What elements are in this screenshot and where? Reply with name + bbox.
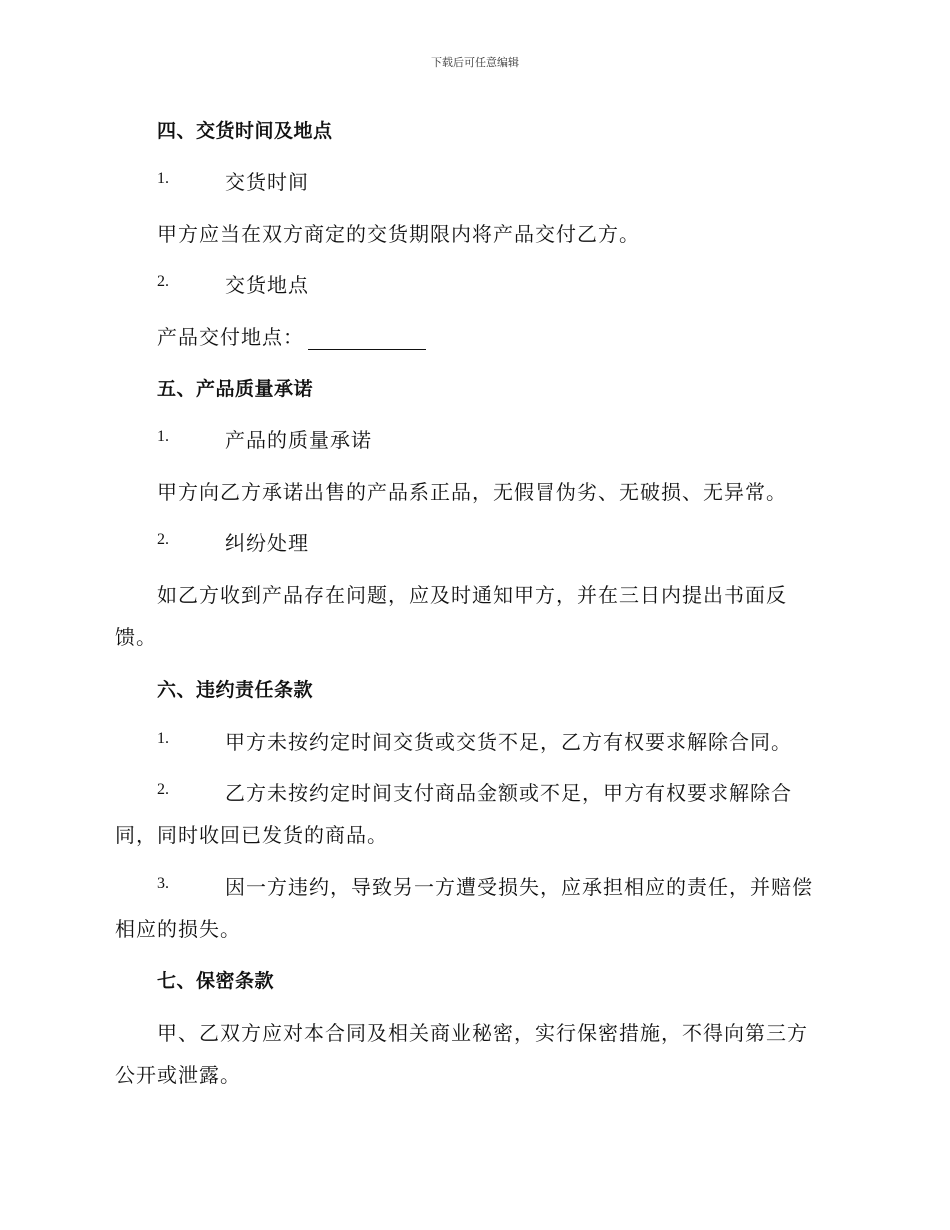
section-5-item-2-text-line2: 馈。 <box>115 625 157 649</box>
section-6-item-2-number: 2. <box>157 781 169 798</box>
section-6-item-2-text-line1: 乙方未按约定时间支付商品金额或不足，甲方有权要求解除合 <box>225 781 792 805</box>
section-5-item-1-number: 1. <box>157 428 169 445</box>
section-7-text-line1: 甲、乙双方应对本合同及相关商业秘密，实行保密措施，不得向第三方 <box>157 1021 808 1045</box>
section-4-item-2-title: 交货地点 <box>225 273 309 297</box>
section-6-item-1-number: 1. <box>157 730 169 747</box>
section-7-text-line2: 公开或泄露。 <box>115 1063 241 1087</box>
section-4-item-1-title: 交货时间 <box>225 170 309 194</box>
section-6-title: 六、违约责任条款 <box>157 679 314 701</box>
section-7-title: 七、保密条款 <box>157 970 275 992</box>
section-4-title: 四、交货时间及地点 <box>157 120 333 142</box>
page-header: 下载后可任意编辑 <box>431 56 519 69</box>
section-4-item-1-text: 甲方应当在双方商定的交货期限内将产品交付乙方。 <box>157 222 640 246</box>
section-6-item-3-text-line1: 因一方违约，导致另一方遭受损失，应承担相应的责任，并赔偿 <box>225 875 813 899</box>
section-6-item-3-number: 3. <box>157 875 169 892</box>
section-5-item-1-title: 产品的质量承诺 <box>225 428 372 452</box>
section-4-item-1-number: 1. <box>157 170 169 187</box>
section-5-item-2-number: 2. <box>157 531 169 548</box>
section-5-item-2-title: 纠纷处理 <box>225 531 309 555</box>
section-4-item-2-line <box>157 321 426 350</box>
fill-in-blank[interactable] <box>308 331 426 350</box>
section-6-item-2-text-line2: 同，同时收回已发货的商品。 <box>115 823 388 847</box>
section-6-item-3-text-line2: 相应的损失。 <box>115 917 241 941</box>
section-5-title: 五、产品质量承诺 <box>157 378 314 400</box>
section-6-item-1-text: 甲方未按约定时间交货或交货不足，乙方有权要求解除合同。 <box>225 730 792 754</box>
section-4-item-2-text: 产品交付地点： <box>157 325 304 349</box>
section-4-item-2-number: 2. <box>157 273 169 290</box>
section-5-item-1-text: 甲方向乙方承诺出售的产品系正品，无假冒伪劣、无破损、无异常。 <box>157 480 787 504</box>
section-5-item-2-text-line1: 如乙方收到产品存在问题，应及时通知甲方，并在三日内提出书面反 <box>157 583 787 607</box>
